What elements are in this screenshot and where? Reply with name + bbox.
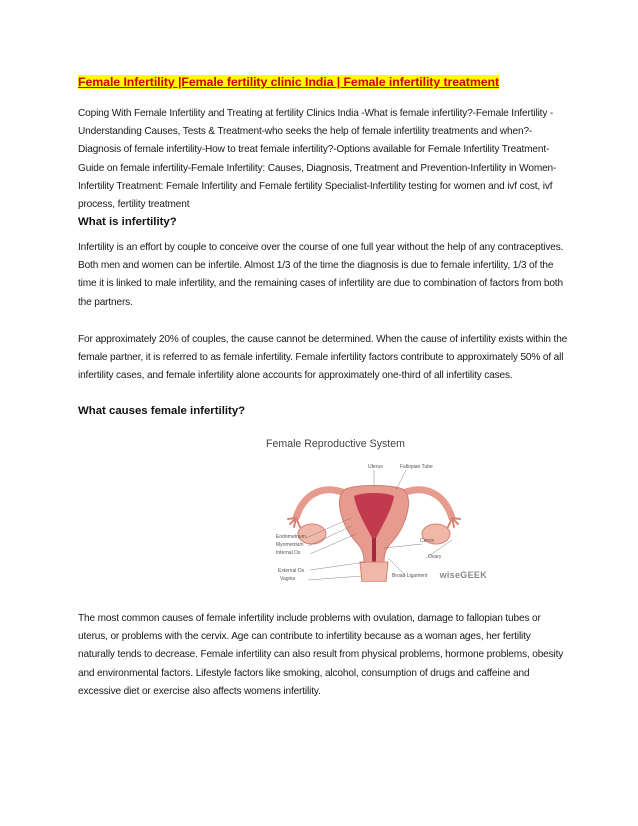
- label-endometrium: Endometrium: [276, 534, 306, 540]
- label-fallopian-tube: Fallopian Tube: [400, 464, 433, 470]
- cervical-canal: [372, 538, 376, 562]
- heading-what-is-infertility: What is infertility?: [78, 216, 177, 228]
- figure-title: Female Reproductive System: [266, 438, 405, 450]
- page-title[interactable]: Female Infertility |Female fertility clinic India | Female infertility treatment: [78, 75, 500, 89]
- paragraph-statistics: For approximately 20% of couples, the cause cannot be determined. When the cause of infertility exists within the female partner, it is referred to as female infertility. Female infertility factors contribute to approximately 50% of all infertility cases, and female infertility alone accounts for approximately one-third of all infertility cases.: [78, 334, 568, 382]
- paragraph-definition: Infertility is an effort by couple to conceive over the course of one full year without the help of any contraceptives. Both men and women can be infertile. Almost 1/3 of the time the diagnosis is due to female infertility, 1/3 of the time it is linked to male infertility, and the remaining cases of infertility are due to combination of factors from both the partners.: [78, 242, 564, 308]
- vagina-shape: [360, 562, 388, 582]
- reproductive-system-figure: [256, 430, 493, 582]
- label-cervix: Cervix: [420, 538, 435, 544]
- intro-paragraph: Coping With Female Infertility and Treating at fertility Clinics India -What is female infertility?-Female Infertility - Understanding Causes, Tests & Treatment-who seeks the help of female infertility treatments and when?-Diagnosis of female infertility-How to treat female infertility?-Options available for Female Infertility Treatment-Guide on female infertility-Female Infertility: Causes, Diagnosis, Treatment and Prevention-Infertility in Women-Infertility Treatment: Female Infertility and Female fertility Specialist-Infertility testing for women and ivf cost, ivf process, fertility treatment: [78, 108, 557, 211]
- label-ovary: Ovary: [428, 554, 442, 560]
- label-internal-os: Internal Os: [276, 550, 301, 556]
- title-block: [78, 73, 499, 91]
- label-myometrium: Myometrium: [276, 542, 304, 548]
- label-broad-ligament: Broad Ligament: [392, 573, 428, 579]
- figure-brand-watermark: wiseGEEK: [439, 570, 487, 580]
- label-vagina: Vagina: [280, 576, 296, 582]
- uterus-illustration: [256, 430, 493, 582]
- paragraph-causes: The most common causes of female infertility include problems with ovulation, damage to fallopian tubes or uterus, or problems with the cervix. Age can contribute to infertility because as a woman ages, her fertility naturally tends to decrease. Female infertility can also result from physical problems, hormone problems, obesity and environmental factors. Lifestyle factors like smoking, alcohol, consumption of drugs and caffeine and excessive diet or exercise also affects womens infertility.: [78, 613, 564, 697]
- label-uterus: Uterus: [368, 464, 383, 470]
- heading-causes: What causes female infertility?: [78, 405, 246, 417]
- label-external-os: External Os: [278, 568, 305, 574]
